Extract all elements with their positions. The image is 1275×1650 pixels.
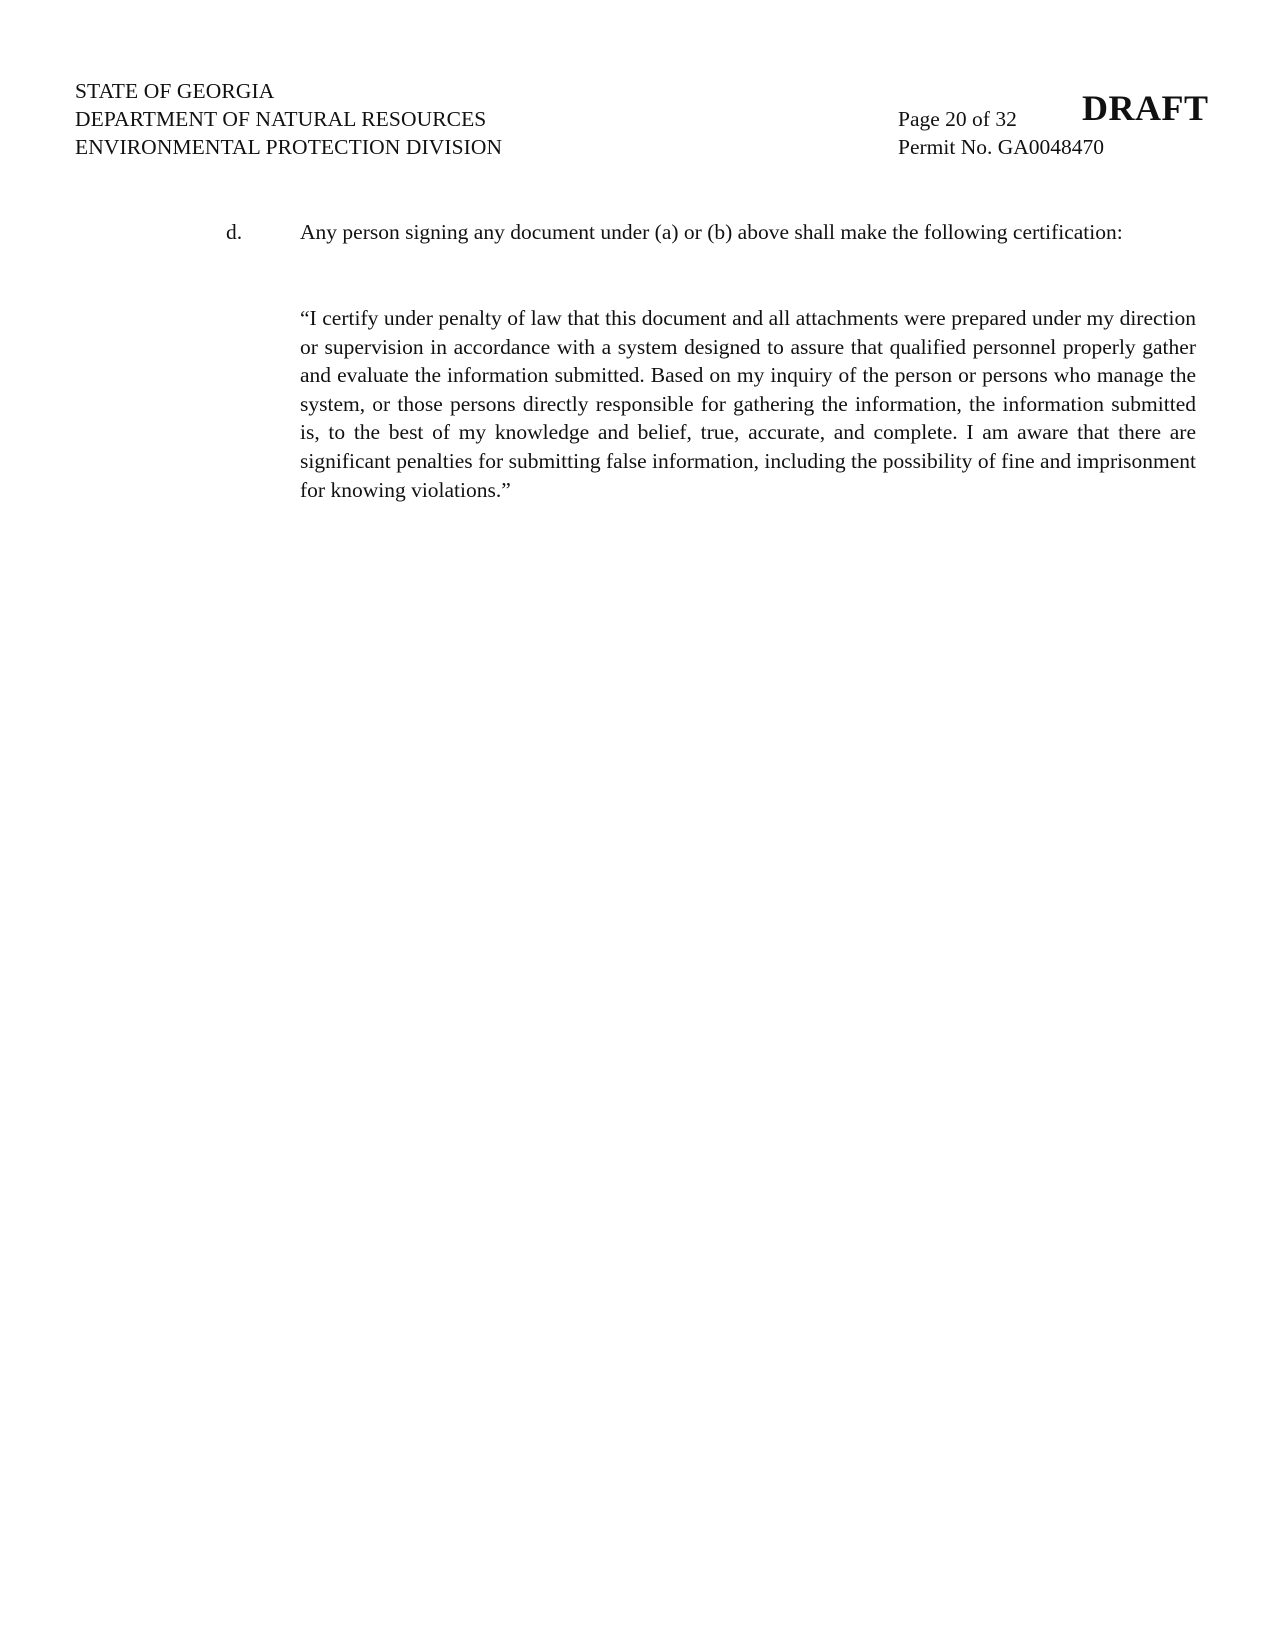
draft-stamp: DRAFT: [1082, 88, 1209, 128]
certification-quote: “I certify under penalty of law that this document and all attachments were prepared under my direction or supervision in accordance with a system designed to assure that qualified personnel properly gather and evaluate the information submitted. Based on my inquiry of the person or persons who manage the system, or those persons directly responsible for gathering the information, the information submitted is, to the best of my knowledge and belief, true, accurate, and complete. I am aware that there are significant penalties for submitting false information, including the possibility of fine and imprisonment for knowing violations.”: [300, 306, 1196, 502]
page-info-block: [898, 105, 1104, 161]
agency-block: [75, 77, 502, 161]
agency-division: ENVIRONMENTAL PROTECTION DIVISION: [75, 135, 503, 159]
agency-department: DEPARTMENT OF NATURAL RESOURCES: [75, 107, 487, 131]
item-label: d.: [226, 220, 243, 244]
agency-state: STATE OF GEORGIA: [75, 79, 275, 103]
page-number: Page 20 of 32: [898, 107, 1017, 131]
permit-number: Permit No. GA0048470: [898, 135, 1105, 159]
item-text: Any person signing any document under (a) or (b) above shall make the following certification:: [300, 220, 1123, 244]
